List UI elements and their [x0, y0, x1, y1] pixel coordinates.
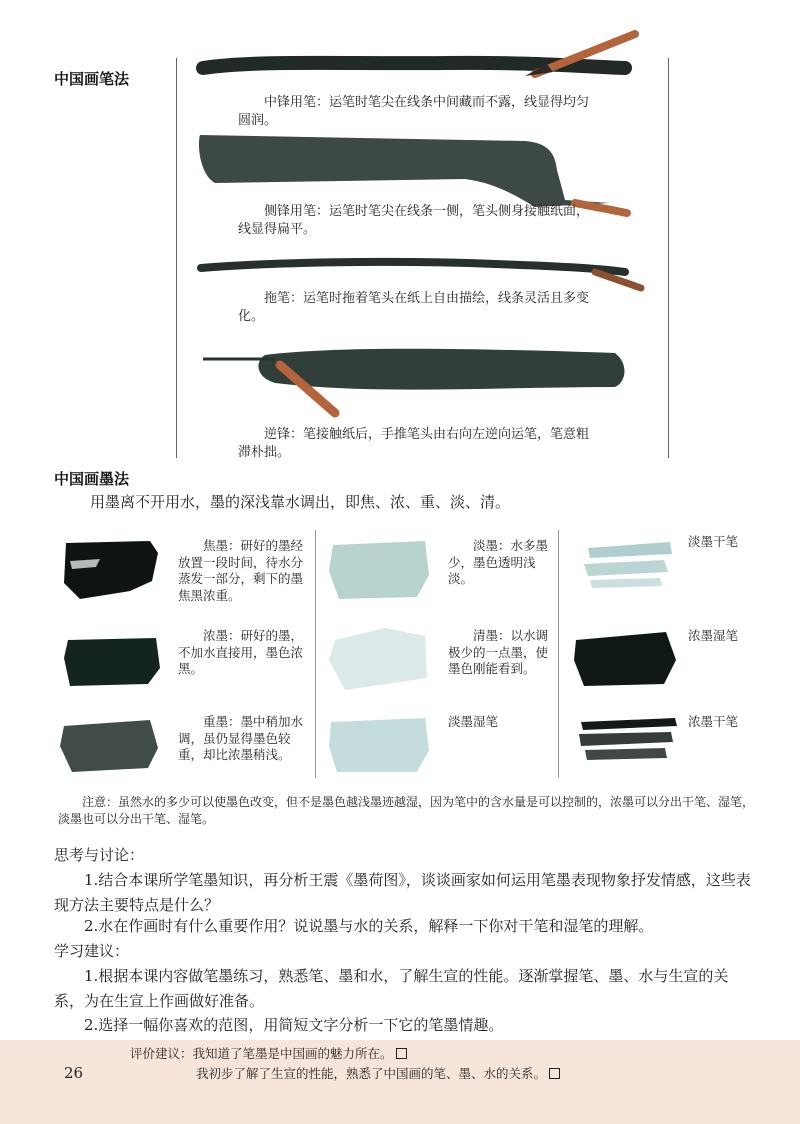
brush-caption-side-tip: 侧锋用笔：运笔时笔尖在线条一侧，笔头侧身接触纸面，线显得扁平。	[238, 204, 590, 237]
discussion-title: 思考与讨论：	[54, 846, 145, 864]
brush-panel-right-border	[668, 58, 669, 458]
clear-ink-swatch	[325, 620, 435, 695]
suggestions-title: 学习建议：	[54, 942, 130, 960]
scorched-ink-caption: 焦墨：研好的墨经放置一段时间，待水分蒸发一部分，剩下的墨焦黑浓重。	[178, 538, 304, 603]
thick-ink-dry-swatch	[575, 712, 685, 774]
brush-caption-center-tip: 中锋用笔：运笔时笔尖在线条中间藏而不露，线显得均匀圆润。	[238, 95, 590, 128]
discussion-question-2: 2.水在作画时有什么重要作用？说说墨与水的关系，解释一下你对干笔和湿笔的理解。	[84, 917, 654, 935]
center-tip-stroke-image	[195, 30, 645, 90]
brush-caption-reverse: 逆锋：笔接触纸后，手推笔头由右向左逆向运笔，笔意粗滞朴拙。	[238, 427, 590, 460]
light-ink-wet-swatch	[325, 712, 435, 777]
brush-panel-left-border	[176, 58, 177, 458]
ink-column-divider-2	[558, 530, 559, 778]
brush-caption-drag: 拖笔：运笔时拖着笔头在纸上自由描绘，线条灵活且多变化。	[238, 291, 590, 324]
thick-ink-dry-caption: 浓墨干笔	[688, 714, 739, 729]
thick-ink-wet-caption: 浓墨湿笔	[688, 628, 739, 643]
clear-ink-caption: 清墨：以水调极少的一点墨，使墨色刚能看到。	[448, 628, 549, 676]
heavy-ink-swatch	[58, 712, 163, 777]
ink-section-title: 中国画墨法	[54, 470, 130, 488]
thick-ink-caption: 浓墨：研好的墨，不加水直接用，墨色浓黑。	[178, 628, 304, 676]
evaluation-checkbox-1[interactable]	[396, 1048, 407, 1059]
evaluation-line-2-text: 我初步了解了生宣的性能，熟悉了中国画的笔、墨、水的关系。	[196, 1066, 547, 1081]
suggestion-2: 2.选择一幅你喜欢的范图，用简短文字分析一下它的笔墨情趣。	[84, 1016, 504, 1034]
discussion-question-1: 1.结合本课所学笔墨知识，再分析王震《墨荷图》，谈谈画家如何运用笔墨表现物象抒发情感，这些表现方法主要特点是什么？	[54, 871, 751, 914]
evaluation-line-1	[130, 1046, 407, 1063]
page-number: 26	[64, 1064, 84, 1082]
light-ink-dry-caption: 淡墨干笔	[688, 534, 739, 549]
ink-note: 注意：虽然水的多少可以使墨色改变，但不是墨色越浅墨迹越湿，因为笔中的含水量是可以控制的，浓墨可以分出干笔、湿笔，淡墨也可以分出干笔、湿笔。	[58, 795, 755, 826]
thick-ink-wet-swatch	[570, 624, 680, 694]
heavy-ink-caption: 重墨：墨中稍加水调，虽仍显得墨色较重，却比浓墨稍浅。	[178, 714, 304, 762]
evaluation-line-2	[196, 1066, 560, 1083]
light-ink-swatch	[325, 535, 435, 605]
scorched-ink-swatch	[60, 533, 165, 608]
evaluation-line-1-text: 评价建议：我知道了笔墨是中国画的魅力所在。	[130, 1046, 393, 1061]
light-ink-wet-caption: 淡墨湿笔	[448, 714, 499, 729]
suggestion-1: 1.根据本课内容做笔墨练习，熟悉笔、墨和水，了解生宣的性能。逐渐掌握笔、墨、水与生宣的关系，为在生宣上作画做好准备。	[54, 967, 729, 1010]
ink-section-intro: 用墨离不开用水，墨的深浅靠水调出，即焦、浓、重、淡、清。	[90, 493, 511, 511]
thick-ink-swatch	[60, 628, 165, 693]
light-ink-dry-swatch	[580, 528, 680, 598]
brush-section-title: 中国画笔法	[54, 70, 130, 88]
evaluation-checkbox-2[interactable]	[549, 1068, 560, 1079]
light-ink-caption: 淡墨：水多墨少，墨色透明浅淡。	[448, 538, 549, 586]
ink-column-divider-1	[315, 530, 316, 778]
reverse-tip-stroke-image	[195, 335, 640, 425]
